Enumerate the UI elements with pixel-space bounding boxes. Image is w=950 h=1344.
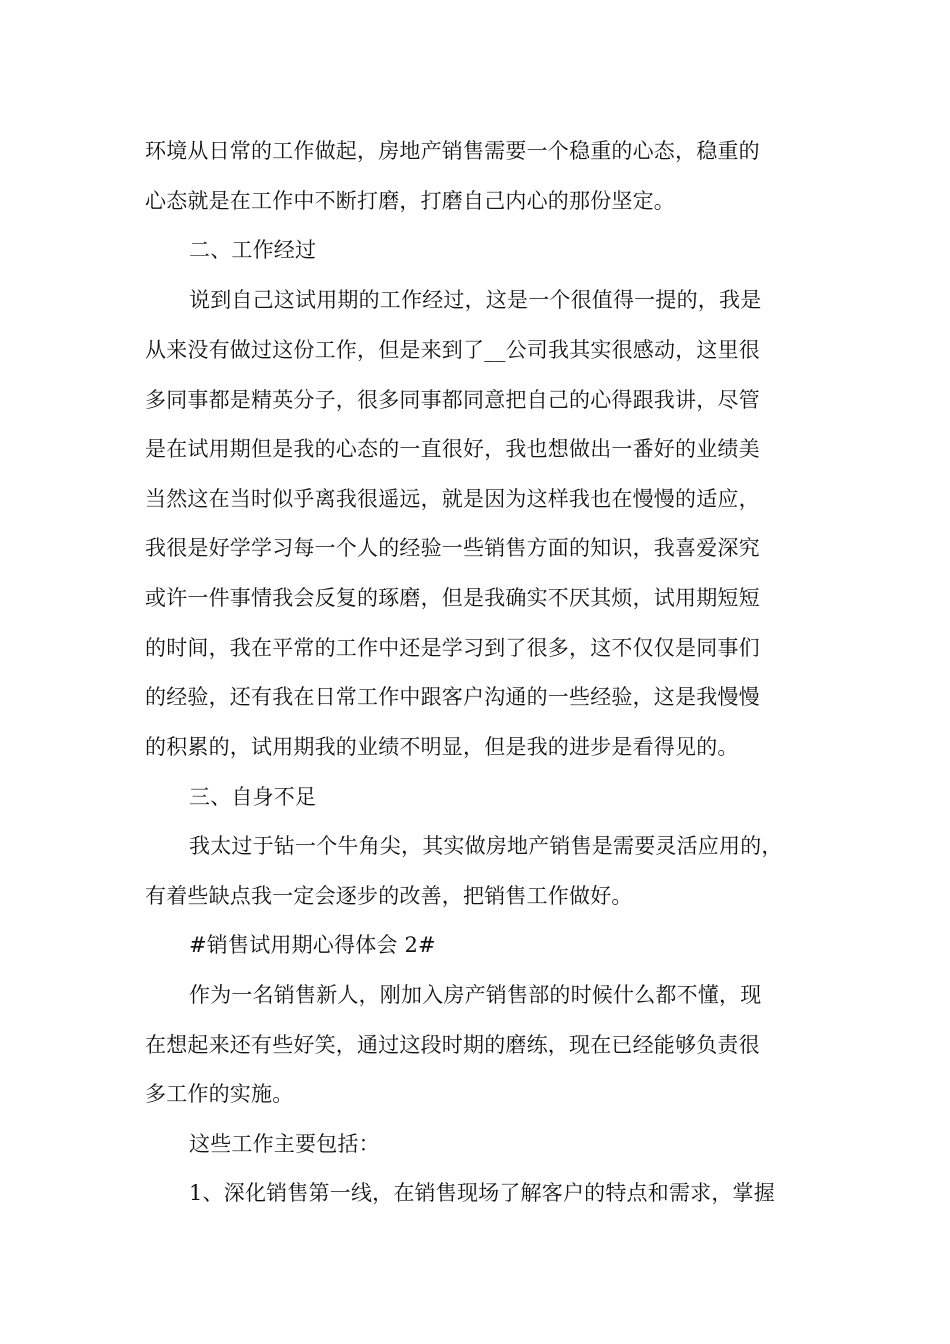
paragraph-line: 这些工作主要包括： <box>189 1132 380 1156</box>
paragraph-line: 1、深化销售第一线，在销售现场了解客户的特点和需求，掌握 <box>189 1181 775 1205</box>
paragraph-line: 我太过于钻一个牛角尖，其实做房地产销售是需要灵活应用的， <box>189 834 783 858</box>
paragraph-line: 在想起来还有些好笑，通过这段时期的磨练，现在已经能够负责很 <box>145 1033 760 1057</box>
paragraph-line: 作为一名销售新人，刚加入房产销售部的时候什么都不懂，现 <box>189 983 762 1007</box>
paragraph-line: 的经验，还有我在日常工作中跟客户沟通的一些经验，这是我慢慢 <box>145 685 760 709</box>
paragraph-line: 是在试用期但是我的心态的一直很好，我也想做出一番好的业绩美 <box>145 437 760 461</box>
paragraph-line: 心态就是在工作中不断打磨，打磨自己内心的那份坚定。 <box>145 189 675 213</box>
paragraph-line: 说到自己这试用期的工作经过，这是一个很值得一提的，我是 <box>189 288 762 312</box>
section-heading: 三、自身不足 <box>189 785 317 809</box>
paragraph-line: 从来没有做过这份工作，但是来到了__公司我其实很感动，这里很 <box>145 338 760 362</box>
paragraph-line: 我很是好学学习每一个人的经验一些销售方面的知识，我喜爱深究 <box>145 536 760 560</box>
paragraph-line: 有着些缺点我一定会逐步的改善，把销售工作做好。 <box>145 884 633 908</box>
section-heading: 二、工作经过 <box>189 238 317 262</box>
paragraph-line: 多工作的实施。 <box>145 1082 294 1106</box>
paragraph-line: 或许一件事情我会反复的琢磨，但是我确实不厌其烦，试用期短短 <box>145 586 760 610</box>
paragraph-line: 的积累的，试用期我的业绩不明显，但是我的进步是看得见的。 <box>145 735 739 759</box>
paragraph-line: 多同事都是精英分子，很多同事都同意把自己的心得跟我讲，尽管 <box>145 388 760 412</box>
paragraph-line: 环境从日常的工作做起，房地产销售需要一个稳重的心态，稳重的 <box>145 139 760 163</box>
section-heading: #销售试用期心得体会 2# <box>189 933 436 957</box>
paragraph-line: 当然这在当时似乎离我很遥远，就是因为这样我也在慢慢的适应， <box>145 487 760 511</box>
paragraph-line: 的时间，我在平常的工作中还是学习到了很多，这不仅仅是同事们 <box>145 636 760 660</box>
